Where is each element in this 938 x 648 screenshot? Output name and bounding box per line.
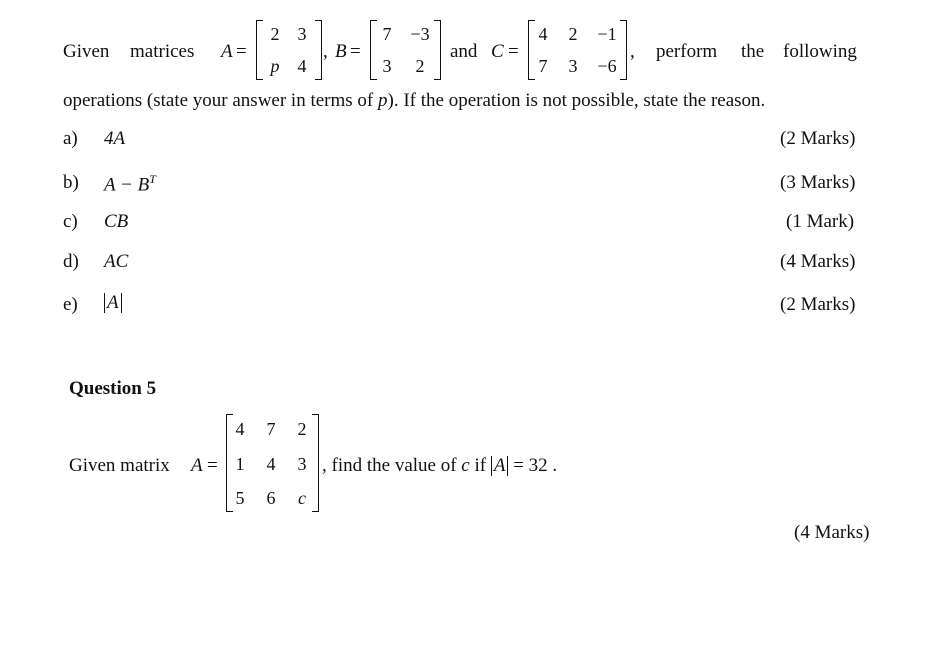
matrix-c-cell: −1 — [597, 24, 617, 44]
q4-given-word: Given — [63, 41, 110, 62]
matrix-a — [256, 20, 322, 80]
transpose-superscript: T — [149, 172, 156, 186]
matrix-c-cell: −6 — [597, 56, 617, 76]
instructions-text-end: ). If the operation is not possible, state the reason. — [387, 90, 766, 111]
matrix-b-cell: 2 — [415, 56, 425, 76]
part-marks: (3 Marks) — [780, 172, 856, 193]
comma: , — [630, 41, 635, 62]
part-marks: (1 Mark) — [786, 211, 855, 232]
if-text: if — [469, 455, 491, 476]
and-word: and — [450, 41, 478, 62]
matrix-c — [528, 20, 627, 80]
part-expression: AC — [104, 251, 129, 272]
matrix-a-cell: p — [270, 56, 280, 76]
matrix-b-cell: 7 — [382, 24, 392, 44]
q5-matrix-a — [226, 414, 319, 512]
matrix-c-cell: 3 — [568, 56, 578, 76]
part-label: b) — [63, 172, 79, 193]
q5-matrix-a-label: A — [191, 455, 203, 476]
matrix-c-cell: 7 — [538, 56, 548, 76]
perform-word: perform — [656, 41, 718, 62]
q5-matrix-cell: 6 — [266, 488, 276, 508]
part-expression — [104, 172, 156, 196]
matrix-b-equals: = — [350, 41, 361, 62]
q5-matrix-cell: 2 — [297, 419, 307, 439]
q5-matrix-cell: 3 — [297, 454, 307, 474]
matrix-b-label: B — [335, 41, 347, 62]
matrix-c-cell: 4 — [538, 24, 548, 44]
part-label: c) — [63, 211, 78, 232]
part-label: e) — [63, 294, 78, 315]
matrix-a-cell: 4 — [297, 56, 307, 76]
part-label: d) — [63, 251, 79, 272]
q5-matrix-a-equals: = — [207, 455, 218, 476]
q5-matrix-cell: 1 — [235, 454, 245, 474]
matrix-a-equals: = — [236, 41, 247, 62]
q5-matrix-cell: 4 — [266, 454, 276, 474]
variable-c: c — [461, 455, 470, 476]
part-expression: CB — [104, 211, 129, 232]
q5-matrix-cell: c — [298, 488, 306, 508]
part-expression-main: A − B — [104, 174, 150, 196]
matrix-a-cell: 3 — [297, 24, 307, 44]
matrix-b-cell: −3 — [410, 24, 430, 44]
q5-find-text — [322, 455, 557, 477]
determinant-a: A — [491, 456, 509, 476]
determinant-value: = 32 . — [508, 455, 558, 476]
q4-instructions — [63, 90, 765, 112]
part-expression: 4A — [104, 128, 126, 149]
matrix-a-cell: 2 — [270, 24, 280, 44]
part-label: a) — [63, 128, 78, 149]
matrix-c-cell: 2 — [568, 24, 578, 44]
q5-given-matrix: Given matrix — [69, 455, 170, 476]
q5-matrix-cell: 5 — [235, 488, 245, 508]
instructions-var-p: p — [378, 90, 388, 111]
q5-matrix-cell: 7 — [266, 419, 276, 439]
question-5-heading: Question 5 — [69, 378, 157, 399]
the-word: the — [741, 41, 765, 62]
q5-matrix-cell: 4 — [235, 419, 245, 439]
part-marks: (4 Marks) — [780, 251, 856, 272]
q5-marks: (4 Marks) — [794, 522, 870, 543]
q4-matrices-word: matrices — [130, 41, 195, 62]
instructions-text: operations (state your answer in terms of — [63, 90, 378, 111]
part-marks: (2 Marks) — [780, 128, 856, 149]
part-expression — [104, 292, 122, 314]
comma: , — [323, 41, 328, 62]
determinant-a: A — [104, 293, 122, 313]
find-value-text: , find the value of — [322, 455, 462, 476]
matrix-b — [370, 20, 441, 80]
matrix-c-equals: = — [508, 41, 519, 62]
matrix-a-label: A — [221, 41, 233, 62]
matrix-b-cell: 3 — [382, 56, 392, 76]
matrix-c-label: C — [491, 41, 504, 62]
part-marks: (2 Marks) — [780, 294, 856, 315]
following-word: following — [783, 41, 857, 62]
